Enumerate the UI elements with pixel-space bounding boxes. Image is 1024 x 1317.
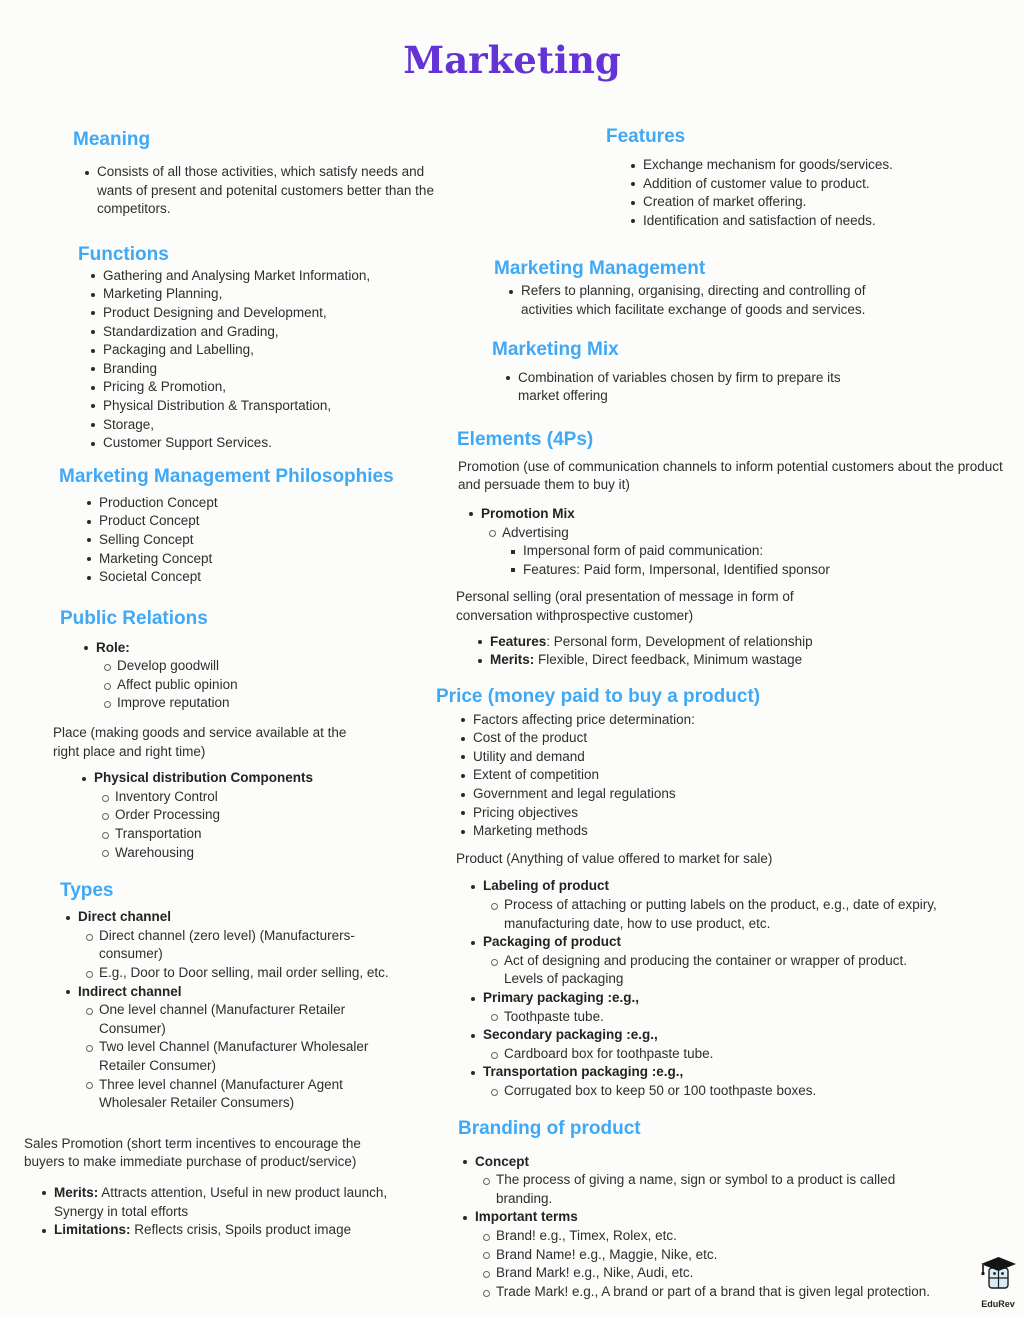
list-item — [86, 568, 456, 587]
bullet-list — [86, 494, 456, 587]
bullet-circle-icon — [483, 1234, 490, 1241]
bullet-list — [65, 908, 456, 1113]
list-item — [460, 822, 1016, 841]
bullet-list — [505, 369, 857, 406]
section-heading: Features — [606, 126, 686, 147]
list-item — [65, 908, 456, 982]
list-item-text: Cardboard box for toothpaste tube. — [504, 1045, 714, 1061]
list-item-text: Pricing objectives — [473, 804, 579, 820]
bullet-circle-icon — [483, 1271, 490, 1278]
bullet-circle-icon — [86, 1008, 93, 1015]
paragraph: Personal selling (oral presentation of message in form of conversation withprospective customer) — [456, 589, 794, 623]
bullet-list — [81, 769, 456, 862]
list-item-text: Impersonal form of paid communication: — [523, 543, 764, 559]
bullet-disc-icon — [631, 182, 635, 186]
bullet-square-icon — [511, 568, 515, 572]
list-item-text: Product Designing and Development, — [103, 304, 327, 320]
list-item-text: Addition of customer value to product. — [643, 175, 870, 191]
list-item-bold-label: Role: — [96, 639, 130, 655]
bullet-list — [491, 1008, 1016, 1027]
bullet-circle-icon — [491, 1052, 498, 1059]
list-item-text: The process of giving a name, sign or symbol to a product is called branding. — [496, 1172, 896, 1206]
list-item — [65, 983, 456, 1113]
list-item — [86, 494, 456, 513]
bullet-disc-icon — [506, 376, 510, 380]
bullet-disc-icon — [82, 777, 86, 781]
bullet-disc-icon — [87, 557, 91, 561]
list-item-text: Act of designing and producing the container or wrapper of product. — [504, 952, 908, 968]
list-item — [462, 1208, 1016, 1301]
list-item-text: Flexible, Direct feedback, Minimum wastage — [534, 652, 803, 668]
bullet-disc-icon — [471, 1034, 475, 1038]
list-item — [505, 369, 857, 406]
bullet-circle-icon — [86, 971, 93, 978]
bullet-disc-icon — [461, 793, 465, 797]
bullet-disc-icon — [471, 941, 475, 945]
list-item-text: Corrugated box to keep 50 or 100 toothpaste boxes. — [504, 1082, 817, 1098]
section-heading: Marketing Management — [494, 258, 706, 280]
bullet-disc-icon — [91, 367, 95, 371]
list-item — [483, 1171, 913, 1208]
list-item-text: Inventory Control — [115, 788, 218, 804]
list-item — [90, 304, 456, 323]
list-item-text: Two level Channel (Manufacturer Wholesaler Retailer Consumer) — [99, 1039, 369, 1073]
bullet-disc-icon — [85, 171, 89, 175]
bullet-list — [491, 952, 1016, 989]
list-item-text: Affect public opinion — [117, 676, 238, 692]
bullet-circle-icon — [489, 530, 496, 537]
list-item — [462, 1153, 1016, 1209]
list-item — [630, 175, 1016, 194]
list-item-text: Transportation — [115, 826, 202, 842]
bullet-list — [477, 633, 1016, 670]
bullet-disc-icon — [87, 538, 91, 542]
list-item — [460, 711, 1016, 730]
bullet-disc-icon — [478, 640, 482, 644]
list-item-text: Order Processing — [115, 807, 221, 823]
bullet-disc-icon — [91, 423, 95, 427]
bullet-disc-icon — [66, 990, 70, 994]
list-item — [90, 378, 456, 397]
section-heading: Marketing Management Philosophies — [59, 465, 394, 487]
list-item-text: Customer Support Services. — [103, 435, 272, 451]
list-item-text: Develop goodwill — [117, 658, 220, 674]
list-item-text: Warehousing — [115, 844, 195, 860]
list-item-bold-label: Limitations: — [54, 1222, 131, 1238]
edurev-logo — [975, 1256, 1021, 1309]
section-heading: Functions — [78, 243, 169, 265]
list-item — [90, 397, 456, 416]
list-item-bold-label: Important terms — [475, 1209, 578, 1225]
list-item-bold-label: Secondary packaging :e.g., — [483, 1027, 658, 1043]
list-item-bold-label: Physical distribution Components — [94, 770, 314, 786]
bullet-disc-icon — [463, 1216, 467, 1220]
list-item-text: Physical Distribution & Transportation, — [103, 397, 332, 413]
bullet-disc-icon — [91, 386, 95, 390]
list-item-text: Creation of market offering. — [643, 194, 807, 210]
list-item — [483, 1246, 1016, 1265]
list-item-text: Trade Mark! e.g., A brand or part of a brand that is given legal protection. — [496, 1283, 930, 1299]
bullet-list — [491, 896, 961, 933]
list-item-text: Process of attaching or putting labels on the product, e.g., date of expiry, manufacturing date, how to use product, etc. — [504, 897, 937, 931]
list-item-text: Three level channel (Manufacturer Agent Wholesaler Retailer Consumers) — [99, 1076, 343, 1111]
list-item-bold-label: Concept — [475, 1153, 529, 1169]
paragraph: Product (Anything of value offered to market for sale) — [456, 850, 773, 866]
list-item-text: Marketing Planning, — [103, 286, 223, 302]
list-item-text: Extent of competition — [473, 767, 600, 783]
bullet-list — [468, 505, 1016, 579]
section-heading: Marketing Mix — [492, 338, 619, 360]
bullet-circle-icon — [491, 959, 498, 966]
list-item — [102, 806, 456, 825]
list-item — [460, 748, 1016, 767]
bullet-circle-icon — [483, 1290, 490, 1297]
section-heading: Elements (4Ps) — [457, 428, 594, 450]
list-item — [86, 512, 456, 531]
bullet-disc-icon — [42, 1229, 46, 1233]
bullet-circle-icon — [104, 701, 111, 708]
list-item-text: Standardization and Grading, — [103, 323, 279, 339]
list-item-text: Product Concept — [99, 513, 200, 529]
list-item — [491, 952, 1016, 971]
bullet-list — [90, 267, 456, 453]
bullet-disc-icon — [91, 404, 95, 408]
bullet-list — [510, 542, 1016, 579]
list-item-text: Improve reputation — [117, 695, 230, 711]
bullet-circle-icon — [86, 934, 93, 941]
section-heading: Price (money paid to buy a product) — [436, 685, 761, 707]
list-item-bold-label: Labeling of product — [483, 878, 609, 894]
list-item-bold-label: Transportation packaging :e.g., — [483, 1064, 684, 1080]
bullet-disc-icon — [91, 442, 95, 446]
list-item-text: Pricing & Promotion, — [103, 379, 227, 395]
bullet-list — [491, 1045, 1016, 1064]
bullet-list — [489, 524, 1016, 580]
list-item — [90, 416, 456, 435]
list-item-text: Packaging and Labelling, — [103, 342, 254, 358]
list-item — [104, 694, 456, 713]
bullet-list — [104, 657, 456, 713]
list-item — [102, 788, 456, 807]
bullet-disc-icon — [471, 997, 475, 1001]
list-item — [41, 1221, 433, 1240]
bullet-list — [86, 1001, 396, 1113]
bullet-disc-icon — [84, 646, 88, 650]
bullet-disc-icon — [461, 737, 465, 741]
list-item — [460, 729, 1016, 748]
bullet-list — [462, 1153, 1016, 1302]
list-item — [90, 323, 456, 342]
list-item-bold-label: Merits: — [490, 652, 535, 668]
list-item — [470, 1026, 1016, 1063]
bullet-disc-icon — [631, 219, 635, 223]
list-item-text: Cost of the product — [473, 730, 588, 746]
bullet-circle-icon — [104, 664, 111, 671]
list-item — [102, 844, 456, 863]
list-item-text: Brand Name! e.g., Maggie, Nike, etc. — [496, 1246, 718, 1262]
bullet-disc-icon — [91, 330, 95, 334]
list-item — [90, 341, 456, 360]
bullet-circle-icon — [491, 1014, 498, 1021]
list-item — [90, 360, 456, 379]
list-item — [104, 676, 456, 695]
bullet-disc-icon — [87, 576, 91, 580]
list-item-text: Direct channel (zero level) (Manufacturers-consumer) — [99, 927, 355, 962]
bullet-list — [83, 639, 456, 713]
list-item-text: Features: Paid form, Impersonal, Identified sponsor — [523, 561, 830, 577]
bullet-disc-icon — [91, 293, 95, 297]
bullet-disc-icon — [91, 311, 95, 315]
bullet-list — [86, 927, 396, 983]
list-item-text: Exchange mechanism for goods/services. — [643, 157, 893, 172]
bullet-disc-icon — [461, 830, 465, 834]
list-item-text: Gathering and Analysing Market Information, — [103, 267, 371, 283]
list-item-text: Government and legal regulations — [473, 786, 676, 802]
list-item-text: Combination of variables chosen by firm to prepare its market offering — [518, 369, 841, 404]
list-item-bold-label: Indirect channel — [78, 983, 182, 999]
list-item — [491, 1008, 1016, 1027]
section-heading: Branding of product — [458, 1117, 641, 1139]
list-item — [84, 163, 456, 219]
bullet-disc-icon — [87, 501, 91, 505]
bullet-disc-icon — [461, 718, 465, 722]
list-item — [491, 1045, 1016, 1064]
list-item — [90, 434, 456, 453]
right-column — [436, 120, 1016, 1301]
list-item — [86, 964, 396, 983]
list-item — [483, 1227, 1016, 1246]
left-column — [24, 115, 456, 1240]
list-item-text: Brand Mark! e.g., Nike, Audi, etc. — [496, 1265, 694, 1281]
list-item-text: Attracts attention, Useful in new product launch, Synergy in total efforts — [54, 1184, 388, 1219]
list-item — [460, 785, 1016, 804]
list-item — [460, 766, 1016, 785]
list-item-text: Production Concept — [99, 494, 218, 510]
list-item-bold-label: Primary packaging :e.g., — [483, 990, 640, 1005]
bullet-circle-icon — [491, 903, 498, 910]
section-heading: Public Relations — [60, 607, 208, 629]
bullet-circle-icon — [86, 1082, 93, 1089]
list-item-text: Selling Concept — [99, 531, 194, 547]
list-item-text: Branding — [103, 360, 158, 376]
bullet-disc-icon — [631, 164, 635, 168]
list-item-bold-label: Direct channel — [78, 909, 172, 925]
list-item — [510, 542, 1016, 561]
list-item — [630, 156, 1016, 175]
list-item-text: Societal Concept — [99, 569, 202, 585]
list-item-text: Reflects crisis, Spoils product image — [130, 1222, 352, 1238]
section-heading: Types — [60, 880, 114, 902]
bullet-disc-icon — [478, 659, 482, 663]
list-item-text: Marketing Concept — [99, 550, 213, 566]
bullet-disc-icon — [471, 1071, 475, 1075]
list-item — [90, 285, 456, 304]
bullet-disc-icon — [91, 349, 95, 353]
bullet-list — [84, 163, 456, 219]
list-item — [489, 524, 1016, 580]
list-item-bold-label: Features — [490, 633, 547, 649]
list-item-text: Storage, — [103, 416, 155, 432]
list-item-text: Toothpaste tube. — [504, 1008, 604, 1024]
list-item — [483, 1283, 1016, 1302]
list-item — [102, 825, 456, 844]
bullet-disc-icon — [87, 520, 91, 524]
list-item-text: Refers to planning, organising, directing and controlling of activities which facilitate exchange of goods and services. — [521, 283, 866, 317]
list-item-text: One level channel (Manufacturer Retailer Consumer) — [99, 1002, 346, 1036]
bullet-circle-icon — [102, 795, 109, 802]
bullet-disc-icon — [631, 201, 635, 205]
list-item — [86, 1001, 396, 1038]
list-item — [81, 769, 456, 862]
list-item — [510, 561, 1016, 580]
bullet-circle-icon — [102, 813, 109, 820]
list-item — [86, 927, 396, 964]
bullet-list — [460, 711, 1016, 841]
paragraph: Promotion (use of communication channels to inform potential customers about the product and persuade them to buy it) — [458, 458, 1003, 493]
list-item — [491, 1082, 1016, 1101]
list-item — [491, 896, 961, 933]
list-item — [460, 804, 1016, 823]
paragraph: Place (making goods and service available at the right place and right time) — [53, 725, 347, 759]
section-heading: Meaning — [73, 129, 151, 150]
list-item — [630, 212, 1016, 231]
bullet-list — [508, 282, 908, 319]
page-title: Marketing — [403, 38, 621, 82]
list-item — [477, 633, 1016, 652]
list-item-text: Brand! e.g., Timex, Rolex, etc. — [496, 1227, 677, 1243]
list-item — [508, 282, 908, 319]
list-item — [470, 877, 1016, 933]
list-item-text: Marketing methods — [473, 823, 588, 839]
bullet-disc-icon — [463, 1160, 467, 1164]
list-item-text: Utility and demand — [473, 748, 585, 764]
list-item — [477, 651, 1016, 670]
bullet-list — [483, 1227, 1016, 1301]
bullet-square-icon — [511, 550, 515, 554]
bullet-disc-icon — [461, 774, 465, 778]
bullet-circle-icon — [86, 1045, 93, 1052]
list-item — [86, 1038, 396, 1075]
graduation-cap-icon — [978, 1256, 1018, 1294]
list-item-text: E.g., Door to Door selling, mail order selling, etc. — [99, 965, 389, 980]
bullet-circle-icon — [102, 832, 109, 839]
list-item — [104, 657, 456, 676]
list-item — [468, 505, 1016, 579]
list-item — [86, 1076, 396, 1113]
bullet-disc-icon — [469, 512, 473, 516]
list-item-bold-label: Promotion Mix — [481, 505, 575, 521]
bullet-circle-icon — [104, 683, 111, 690]
list-item — [470, 989, 1016, 1026]
list-item-bold-label: Packaging of product — [483, 934, 622, 950]
edurev-logo-label: EduRev — [981, 1299, 1015, 1309]
bullet-disc-icon — [42, 1191, 46, 1195]
list-item — [86, 550, 456, 569]
list-item-text: Advertising — [502, 524, 569, 540]
list-item-text: Levels of packaging — [504, 971, 624, 987]
bullet-list — [41, 1184, 433, 1240]
list-item-bold-label: Merits: — [54, 1184, 99, 1200]
list-item-text: Factors affecting price determination: — [473, 711, 695, 727]
paragraph: Sales Promotion (short term incentives to encourage the buyers to make immediate purchase of product/service) — [24, 1135, 361, 1170]
bullet-list — [630, 156, 1016, 230]
bullet-circle-icon — [491, 1089, 498, 1096]
list-item — [86, 531, 456, 550]
bullet-circle-icon — [483, 1252, 490, 1259]
bullet-list — [470, 877, 1016, 1100]
list-item — [90, 267, 456, 286]
list-item — [470, 1063, 1016, 1100]
bullet-disc-icon — [461, 755, 465, 759]
bullet-disc-icon — [66, 916, 70, 920]
bullet-circle-icon — [483, 1178, 490, 1185]
bullet-list — [102, 788, 456, 862]
list-item-text: : Personal form, Development of relationship — [546, 633, 813, 649]
bullet-disc-icon — [471, 885, 475, 889]
list-item — [83, 639, 456, 713]
list-item — [491, 970, 1016, 989]
bullet-disc-icon — [461, 811, 465, 815]
bullet-list — [483, 1171, 913, 1208]
list-item-text: Identification and satisfaction of needs. — [643, 212, 876, 228]
list-item-text: Consists of all those activities, which satisfy needs and wants of present and potenital customers better than the competitors. — [97, 164, 434, 217]
bullet-disc-icon — [91, 274, 95, 278]
list-item — [41, 1184, 433, 1221]
list-item — [630, 193, 1016, 212]
bullet-disc-icon — [509, 290, 513, 294]
list-item — [470, 933, 1016, 989]
list-item — [483, 1264, 1016, 1283]
bullet-circle-icon — [102, 850, 109, 857]
bullet-list — [491, 1082, 1016, 1101]
